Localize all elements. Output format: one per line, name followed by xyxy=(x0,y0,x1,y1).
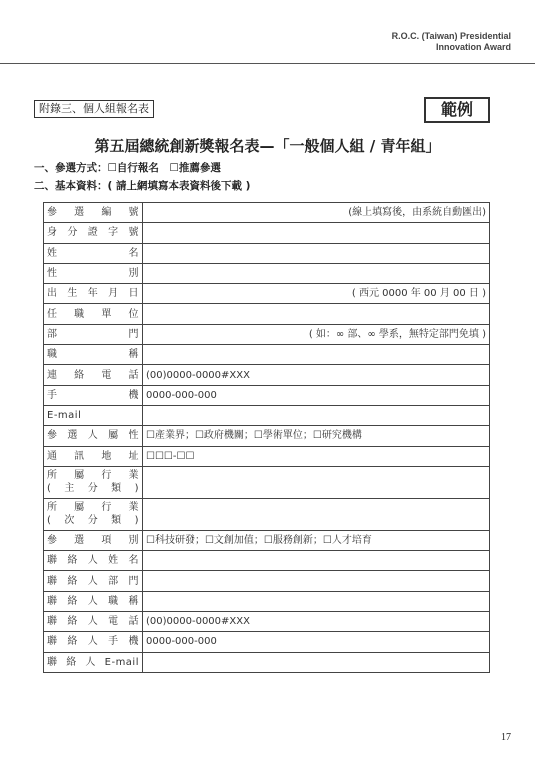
field-value[interactable] xyxy=(143,591,490,611)
field-label xyxy=(44,284,143,304)
field-label-text: 性別 xyxy=(47,268,139,280)
field-label xyxy=(44,345,143,365)
field-label xyxy=(44,263,143,283)
field-value[interactable] xyxy=(143,243,490,263)
table-row xyxy=(44,591,490,611)
field-label-text: E-mail xyxy=(47,410,82,422)
field-value[interactable]: ☐☐☐-☐☐ xyxy=(143,446,490,466)
page-number: 17 xyxy=(501,732,511,743)
table-row xyxy=(44,551,490,571)
form-title: 第五屆總統創新獎報名表—「一般個人組 / 青年組」 xyxy=(94,137,441,155)
field-label xyxy=(44,426,143,446)
field-label xyxy=(44,405,143,425)
field-label-text: 所屬行業 xyxy=(47,502,139,514)
table-row xyxy=(44,652,490,672)
header-line-2: Innovation Award xyxy=(435,42,511,52)
field-label-text: 通訊地址 xyxy=(47,450,139,462)
table-row xyxy=(44,304,490,324)
field-label xyxy=(44,530,143,550)
field-value[interactable] xyxy=(143,345,490,365)
field-value[interactable] xyxy=(143,652,490,672)
table-row xyxy=(44,466,490,498)
field-value[interactable]: ☐產業界；☐政府機關；☐學術單位；☐研究機構 xyxy=(143,426,490,446)
section-participation-method: 一、參選方式：☐自行報名 ☐推薦參選 xyxy=(34,162,221,174)
field-label xyxy=(44,324,143,344)
field-value[interactable]: (00)0000-0000#XXX xyxy=(143,612,490,632)
field-label-text: 參選人屬性 xyxy=(47,430,139,442)
field-value[interactable]: 0000-000-000 xyxy=(143,385,490,405)
field-label xyxy=(44,498,143,530)
field-label xyxy=(44,551,143,571)
section-basic-info: 二、基本資料：( 請上網填寫本表資料後下載 ) xyxy=(34,180,251,192)
field-label-text: 所屬行業 xyxy=(47,470,139,482)
field-label-text: 參選項別 xyxy=(47,535,139,546)
field-label xyxy=(44,243,143,263)
table-row xyxy=(44,405,490,425)
field-label-text: 出生年月日 xyxy=(47,288,139,300)
field-label-text: 參選編號 xyxy=(47,207,139,219)
table-row xyxy=(44,345,490,365)
field-value[interactable] xyxy=(143,405,490,425)
table-row xyxy=(44,530,490,550)
field-label xyxy=(44,591,143,611)
field-value[interactable]: ( 如：∞ 部、∞ 學系，無特定部門免填 ) xyxy=(143,324,490,344)
table-row xyxy=(44,365,490,385)
table-row xyxy=(44,203,490,223)
field-label-subtext: (次分類) xyxy=(47,515,139,527)
field-value[interactable]: (線上填寫後，由系統自動匯出) xyxy=(143,203,490,223)
field-value[interactable] xyxy=(143,263,490,283)
field-label xyxy=(44,203,143,223)
field-value[interactable]: ☐科技研發；☐文創加值；☐服務創新；☐人才培育 xyxy=(143,530,490,550)
header-rule xyxy=(0,63,535,64)
field-label-text: 姓名 xyxy=(47,247,139,259)
sample-label: 範例 xyxy=(424,97,490,123)
table-row xyxy=(44,426,490,446)
field-label-text: 聯絡人職稱 xyxy=(47,595,139,607)
field-label-text: 手機 xyxy=(47,389,139,401)
field-label-text: 聯絡人電話 xyxy=(47,616,139,628)
field-value[interactable] xyxy=(143,223,490,243)
table-row xyxy=(44,498,490,530)
field-label xyxy=(44,446,143,466)
field-value[interactable] xyxy=(143,304,490,324)
table-row xyxy=(44,243,490,263)
field-label-text: 聯絡人部門 xyxy=(47,575,139,587)
table-row xyxy=(44,571,490,591)
table-row xyxy=(44,223,490,243)
field-value[interactable] xyxy=(143,571,490,591)
header-line-1: R.O.C. (Taiwan) Presidential xyxy=(391,31,511,41)
field-label xyxy=(44,223,143,243)
field-label-text: 聯絡人姓名 xyxy=(47,555,139,567)
field-label xyxy=(44,571,143,591)
field-label-text: 連絡電話 xyxy=(47,369,139,381)
field-value[interactable]: 0000-000-000 xyxy=(143,632,490,652)
field-label xyxy=(44,612,143,632)
field-label-text: 身分證字號 xyxy=(47,227,139,239)
field-value[interactable] xyxy=(143,466,490,498)
field-value[interactable]: (00)0000-0000#XXX xyxy=(143,365,490,385)
header xyxy=(392,31,511,53)
field-value[interactable] xyxy=(143,551,490,571)
field-value[interactable]: ( 西元 0000 年 00 月 00 日 ) xyxy=(143,284,490,304)
appendix-label: 附錄三、個人組報名表 xyxy=(34,100,154,118)
table-row xyxy=(44,632,490,652)
table-row xyxy=(44,385,490,405)
field-label-text: 任職單位 xyxy=(47,308,139,320)
field-label xyxy=(44,652,143,672)
table-row xyxy=(44,263,490,283)
field-label-text: 聯絡人E-mail xyxy=(47,656,139,668)
field-label xyxy=(44,304,143,324)
field-label-text: 聯絡人手機 xyxy=(47,636,139,648)
field-label xyxy=(44,365,143,385)
field-label-subtext: (主分類) xyxy=(47,483,139,495)
field-label-text: 職稱 xyxy=(47,349,139,361)
field-label xyxy=(44,385,143,405)
field-label xyxy=(44,466,143,498)
table-row xyxy=(44,284,490,304)
table-row xyxy=(44,612,490,632)
table-row xyxy=(44,446,490,466)
registration-form-table xyxy=(43,202,490,673)
field-label xyxy=(44,632,143,652)
table-row xyxy=(44,324,490,344)
field-value[interactable] xyxy=(143,498,490,530)
field-label-text: 部門 xyxy=(47,328,139,340)
